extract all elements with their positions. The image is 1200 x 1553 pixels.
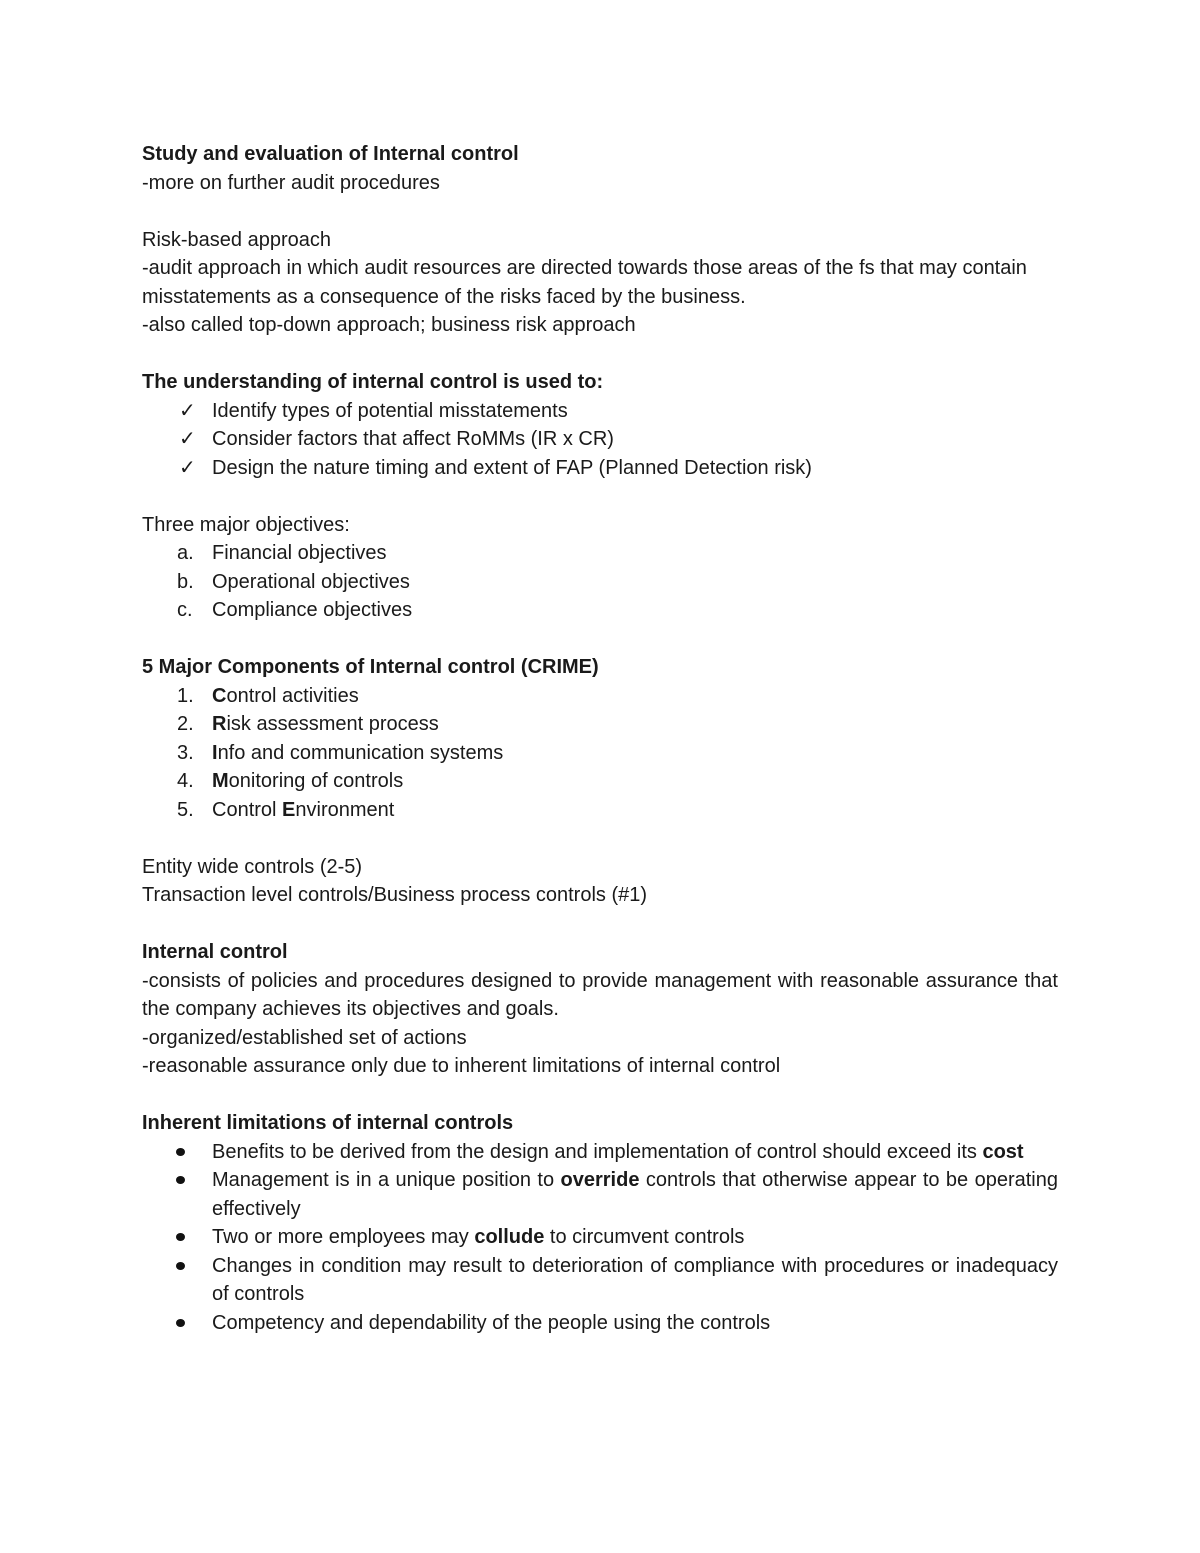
text-run: Changes in condition may result to deterioration of compliance with procedures or inadequacy of controls <box>212 1254 1058 1305</box>
spacer <box>142 824 1058 853</box>
acronym-letter: C <box>212 684 227 707</box>
list-item-text <box>212 770 403 792</box>
list-item-text <box>212 1166 1058 1223</box>
text-run: nvironment <box>295 798 395 821</box>
text-run: Benefits to be derived from the design and implementation of control should exceed its <box>212 1140 983 1163</box>
bullet-icon <box>176 1148 185 1156</box>
checkmark-icon: ✓ <box>179 399 196 422</box>
document-title: Study and evaluation of Internal control <box>142 143 519 165</box>
list-item <box>142 397 1058 426</box>
list-item-text <box>212 1138 1058 1167</box>
components-heading: 5 Major Components of Internal control (CRIME) <box>142 656 599 678</box>
list-item <box>142 454 1058 483</box>
list-item <box>142 796 1058 825</box>
limitations-list <box>142 1138 1058 1338</box>
list-item-text <box>212 713 439 735</box>
transaction-level-controls: Transaction level controls/Business process controls (#1) <box>142 884 648 906</box>
bullet-icon <box>176 1176 185 1184</box>
list-marker: 2. <box>177 713 194 735</box>
list-item <box>142 767 1058 796</box>
list-item-text: Financial objectives <box>212 542 387 564</box>
risk-definition: -audit approach in which audit resources are directed towards those areas of the fs that may contain misstatements as a consequence of the risks faced by the business. <box>142 257 1027 308</box>
spacer <box>142 625 1058 654</box>
list-item <box>142 682 1058 711</box>
internal-control-actions: -organized/established set of actions <box>142 1026 467 1049</box>
text-run: nfo and communication systems <box>217 741 504 764</box>
risk-alias: -also called top-down approach; business risk approach <box>142 314 636 336</box>
list-item <box>142 1138 1058 1167</box>
text-run: Management is in a unique position to <box>212 1169 561 1191</box>
bullet-icon <box>176 1319 185 1327</box>
list-item-text <box>212 1223 1058 1252</box>
document-page <box>142 140 1058 1337</box>
spacer <box>142 482 1058 511</box>
list-item <box>142 1166 1058 1223</box>
emphasis: cost <box>982 1140 1024 1163</box>
list-item <box>142 1309 1058 1338</box>
list-item <box>142 739 1058 768</box>
internal-control-assurance: -reasonable assurance only due to inherent limitations of internal control <box>142 1055 781 1077</box>
bullet-icon <box>176 1233 185 1241</box>
emphasis: override <box>560 1169 640 1191</box>
spacer <box>142 340 1058 369</box>
list-marker: 1. <box>177 684 194 707</box>
emphasis: collude <box>474 1226 545 1248</box>
objectives-heading: Three major objectives: <box>142 513 350 536</box>
spacer <box>142 910 1058 939</box>
text-run: ontrol activities <box>226 684 359 707</box>
text-run: onitoring of controls <box>228 770 404 792</box>
text-run: controls that otherwise appear to be operating effectively <box>212 1169 1058 1220</box>
checkmark-icon: ✓ <box>179 428 196 450</box>
list-marker: a. <box>177 542 194 564</box>
list-item <box>142 568 1058 597</box>
acronym-letter: M <box>212 770 229 792</box>
spacer <box>142 1081 1058 1110</box>
acronym-letter: R <box>212 713 227 735</box>
text-run: to circumvent controls <box>544 1226 745 1248</box>
list-marker: 5. <box>177 798 194 821</box>
list-item-text: Operational objectives <box>212 570 410 593</box>
list-item-text <box>212 685 359 707</box>
list-item-text: Consider factors that affect RoMMs (IR x CR) <box>212 428 614 450</box>
list-item <box>142 710 1058 739</box>
list-item-text <box>212 799 394 821</box>
list-item-text <box>212 742 503 764</box>
objectives-list <box>142 539 1058 625</box>
list-item <box>142 596 1058 625</box>
checkmark-icon: ✓ <box>179 456 196 479</box>
document-subtitle: -more on further audit procedures <box>142 171 440 194</box>
components-list <box>142 682 1058 825</box>
list-item <box>142 1252 1058 1309</box>
text-run: Two or more employees may <box>212 1226 475 1248</box>
text-run: isk assessment process <box>226 713 439 735</box>
internal-control-heading: Internal control <box>142 941 288 963</box>
text-run: Control <box>212 798 283 821</box>
list-marker: 4. <box>177 770 194 792</box>
list-marker: b. <box>177 570 194 593</box>
list-marker: c. <box>177 599 193 621</box>
list-item-text <box>212 1309 1058 1338</box>
limitations-heading: Inherent limitations of internal controls <box>142 1112 514 1134</box>
understanding-heading: The understanding of internal control is used to: <box>142 371 604 393</box>
list-item-text: Identify types of potential misstatements <box>212 399 568 422</box>
spacer <box>142 197 1058 226</box>
text-run: Competency and dependability of the people using the controls <box>212 1311 771 1334</box>
list-item <box>142 539 1058 568</box>
internal-control-definition: -consists of policies and procedures designed to provide management with reasonable assurance that the company achieves its objectives and goals. <box>142 969 1058 1020</box>
list-item-text: Compliance objectives <box>212 599 413 621</box>
list-item-text: Design the nature timing and extent of FAP (Planned Detection risk) <box>212 456 812 479</box>
list-item <box>142 1223 1058 1252</box>
list-item-text <box>212 1252 1058 1309</box>
understanding-list <box>142 397 1058 483</box>
bullet-icon <box>176 1262 185 1270</box>
entity-wide-controls: Entity wide controls (2-5) <box>142 855 363 878</box>
acronym-letter: E <box>282 798 296 821</box>
list-marker: 3. <box>177 741 194 764</box>
acronym-letter: I <box>212 741 218 764</box>
risk-heading: Risk-based approach <box>142 228 331 251</box>
list-item <box>142 425 1058 454</box>
